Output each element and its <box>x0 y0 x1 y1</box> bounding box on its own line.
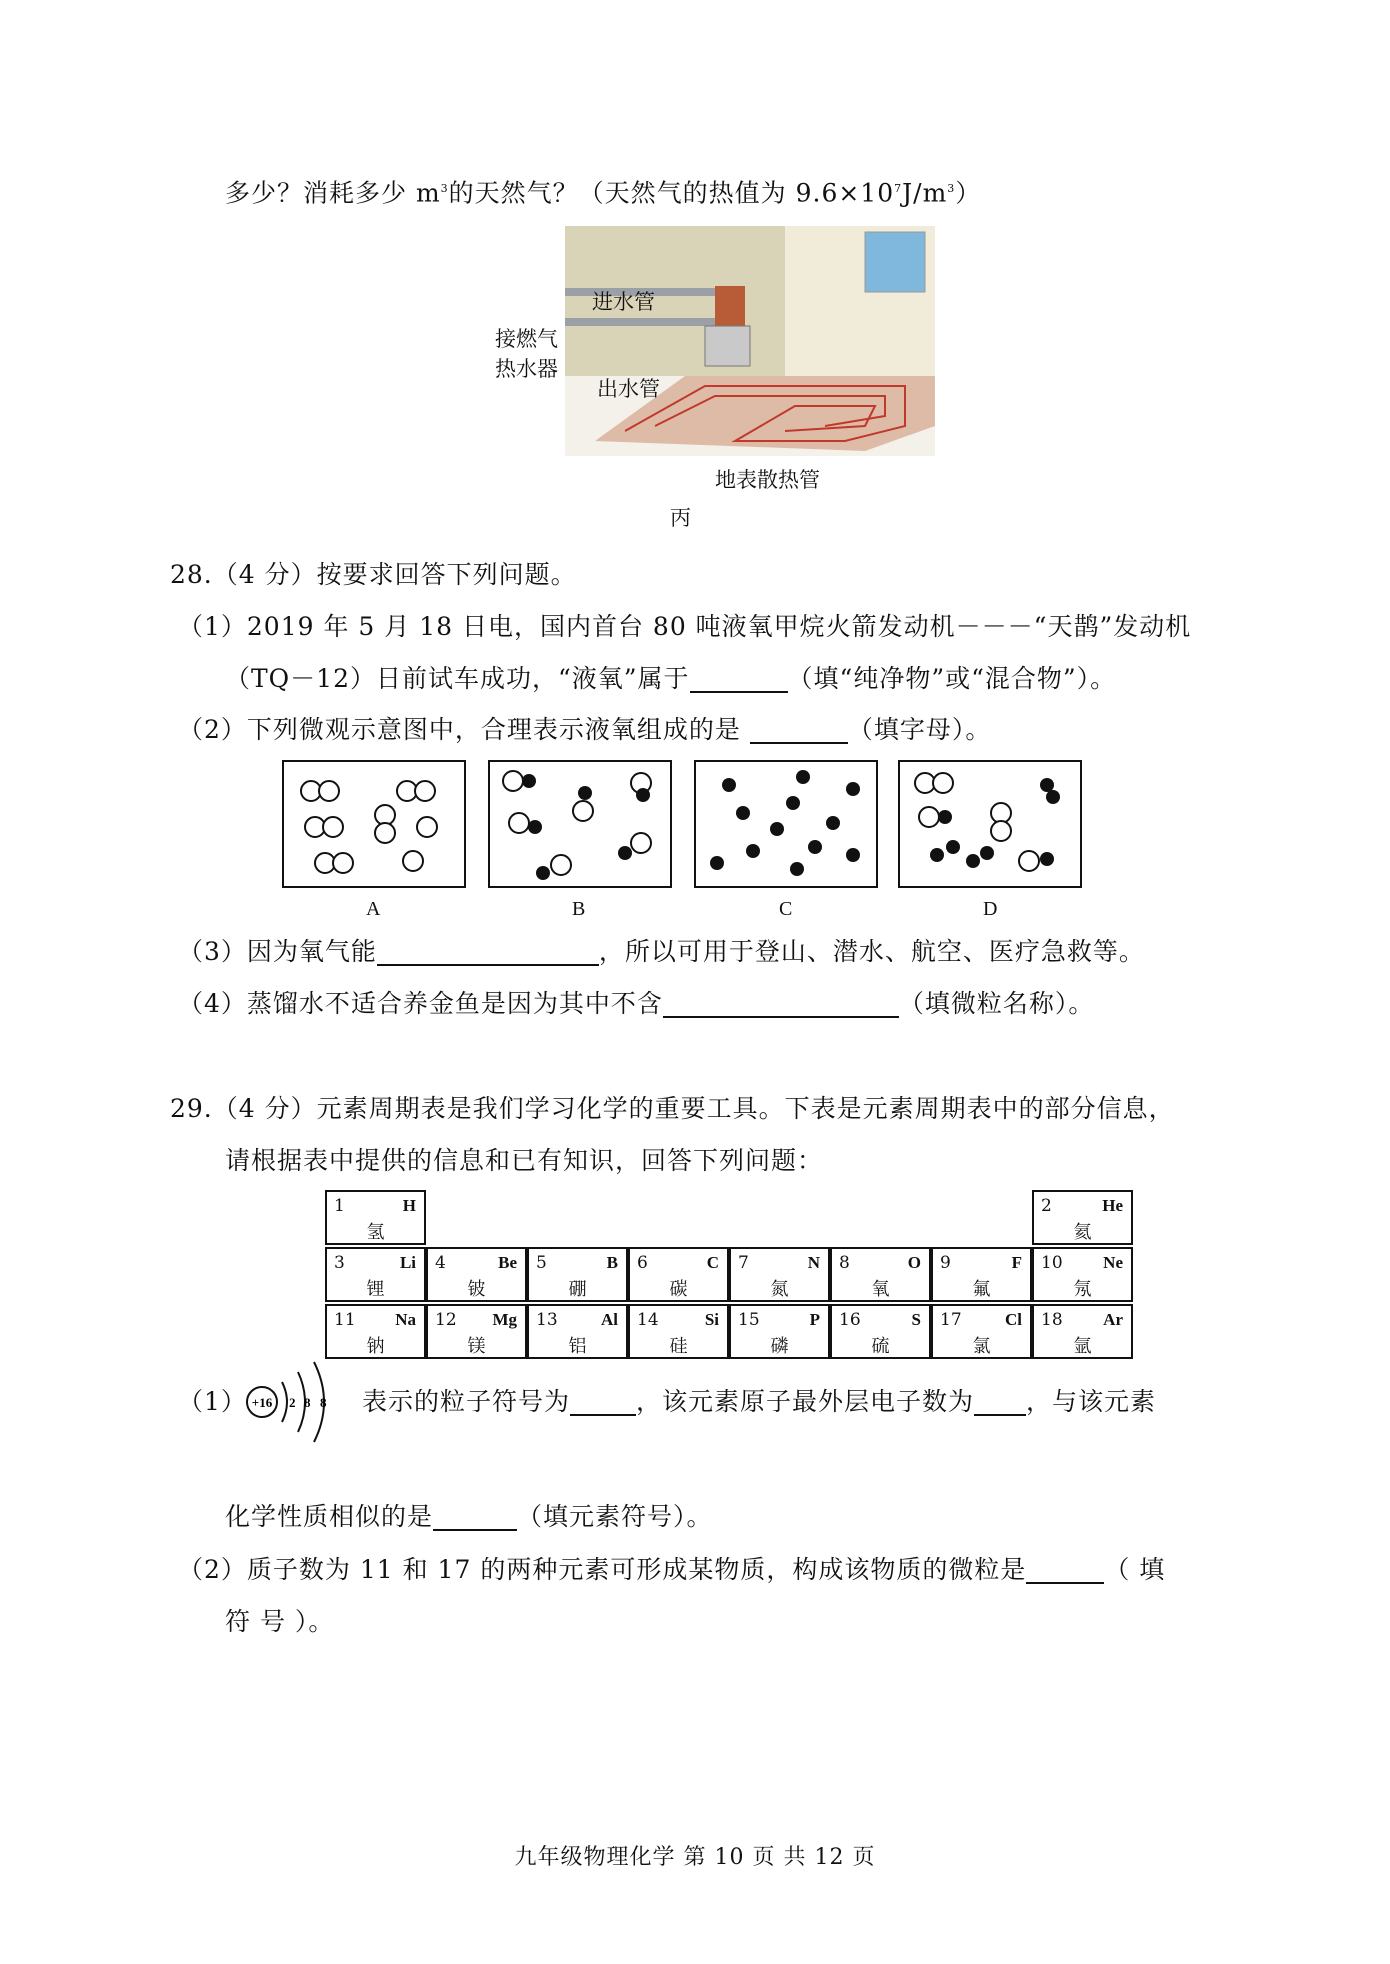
inlet-pipe-label: 进水管 <box>592 290 655 314</box>
element-cell: 18 Ar 氩 <box>1032 1304 1133 1359</box>
q28-part2: （2）下列微观示意图中，合理表示液氧组成的是 （填字母）。 <box>178 715 992 744</box>
nucleus-charge: +16 <box>251 1395 273 1410</box>
element-cell: 14 Si 硅 <box>628 1304 729 1359</box>
element-cell: 6 C 碳 <box>628 1247 729 1302</box>
element-cell: 16 S 硫 <box>830 1304 931 1359</box>
q29-heading-line2: 请根据表中提供的信息和已有知识，回答下列问题： <box>225 1146 824 1175</box>
element-cell: 5 B 硼 <box>527 1247 628 1302</box>
element-cell: 11 Na 钠 <box>325 1304 426 1359</box>
q28-heading: 28.（4 分）按要求回答下列问题。 <box>170 560 577 589</box>
diagram-label-b: B <box>572 898 586 920</box>
q29-part1-line1: 表示的粒子符号为 ，该元素原子最外层电子数为 ，与该元素 <box>362 1387 1157 1416</box>
q28-part1-line1: （1）2019 年 5 月 18 日电，国内首台 80 吨液氧甲烷火箭发动机－－－“天鹊”发动机 <box>178 612 1192 641</box>
shell-electrons-2: 8 <box>304 1395 311 1410</box>
micro-diagram-a <box>282 760 466 888</box>
heater-label-line2: 热水器 <box>495 357 558 381</box>
q27-question-tail: 多少？消耗多少 $m^3$的天然气？（天然气的热值为 $9.6\times 10^7J/m^3$） <box>225 178 982 208</box>
element-cell: 3 Li 锂 <box>325 1247 426 1302</box>
page-footer: 九年级物理化学 第 10 页 共 12 页 <box>514 1845 876 1870</box>
diagram-label-a: A <box>366 898 381 920</box>
answer-blank[interactable] <box>377 938 599 966</box>
element-cell: 17 Cl 氯 <box>931 1304 1032 1359</box>
q28-part4: （4）蒸馏水不适合养金鱼是因为其中不含 （填微粒名称）。 <box>178 989 1095 1018</box>
diagram-label-c: C <box>779 898 793 920</box>
q29-part2-line2: 符 号 ）。 <box>225 1607 335 1636</box>
q28-part1-line2: （TQ－12）日前试车成功，“液氧”属于 （填“纯净物”或“混合物”）。 <box>225 664 1117 693</box>
diagram-label-d: D <box>983 898 998 920</box>
element-cell: 12 Mg 镁 <box>426 1304 527 1359</box>
answer-blank[interactable] <box>663 990 899 1018</box>
q29-part2: （2）质子数为 11 和 17 的两种元素可形成某物质，构成该物质的微粒是 （ 填 <box>178 1555 1166 1584</box>
q28-part3: （3）因为氧气能 ，所以可用于登山、潜水、航空、医疗急救等。 <box>178 937 1145 966</box>
element-cell: 8 O 氧 <box>830 1247 931 1302</box>
answer-blank[interactable] <box>570 1388 636 1416</box>
q29-heading: 29.（4 分）元素周期表是我们学习化学的重要工具。下表是元素周期表中的部分信息， <box>170 1094 1175 1123</box>
figure-caption: 丙 <box>670 506 691 530</box>
q29-part1-line2: 化学性质相似的是 （填元素符号）。 <box>225 1502 713 1531</box>
element-cell: 13 Al 铝 <box>527 1304 628 1359</box>
element-cell: 2 He 氦 <box>1032 1190 1133 1245</box>
element-cell: 10 Ne 氖 <box>1032 1247 1133 1302</box>
micro-diagram-b <box>488 760 672 888</box>
answer-blank[interactable] <box>974 1388 1026 1416</box>
shell-electrons-1: 2 <box>289 1395 296 1410</box>
floor-heating-figure <box>495 226 935 456</box>
q29-part1-number: （1） <box>178 1387 247 1416</box>
micro-diagram-c <box>694 760 878 888</box>
answer-blank[interactable] <box>433 1503 517 1531</box>
floor-heating-illustration <box>565 226 935 456</box>
answer-blank[interactable] <box>1026 1556 1104 1584</box>
shell-electrons-3: 8 <box>320 1395 327 1410</box>
element-cell: 9 F 氟 <box>931 1247 1032 1302</box>
heater-label-line1: 接燃气 <box>495 327 558 351</box>
element-cell: 4 Be 铍 <box>426 1247 527 1302</box>
element-cell: 15 P 磷 <box>729 1304 830 1359</box>
element-cell: 7 N 氮 <box>729 1247 830 1302</box>
outlet-pipe-label: 出水管 <box>597 377 660 401</box>
element-cell: 1 H 氢 <box>325 1190 426 1245</box>
answer-blank[interactable] <box>750 716 848 744</box>
micro-diagram-d <box>898 760 1082 888</box>
answer-blank[interactable] <box>690 665 788 693</box>
floor-pipe-label: 地表散热管 <box>715 468 820 492</box>
sulfur-ion-structure-diagram <box>242 1360 337 1450</box>
